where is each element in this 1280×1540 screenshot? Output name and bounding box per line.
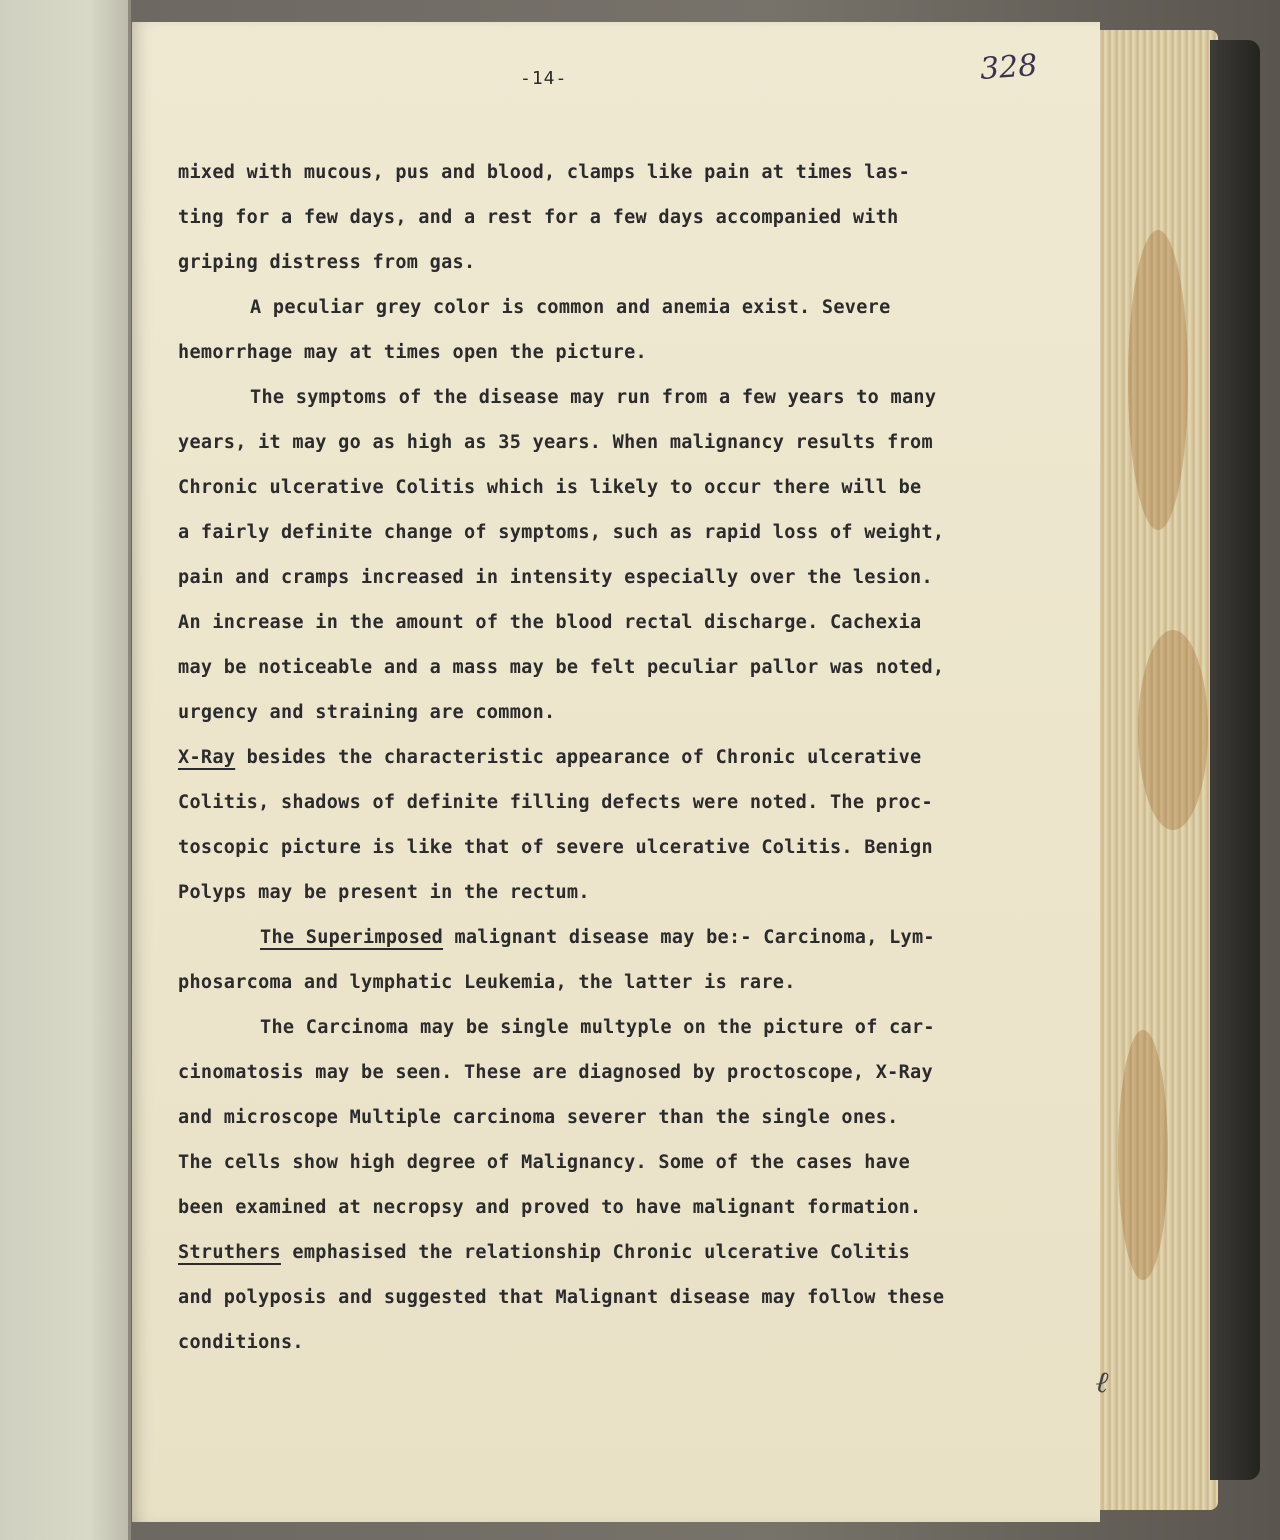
- book-cover-edge: [1210, 40, 1260, 1480]
- text-line: [178, 735, 1078, 780]
- text-line: mixed with mucous, pus and blood, clamps like pain at times las-: [178, 162, 911, 183]
- text-line: toscopic picture is like that of severe ulcerative Colitis. Benign: [178, 837, 933, 858]
- text-line: hemorrhage may at times open the picture.: [178, 342, 647, 363]
- left-facing-page: [0, 0, 131, 1540]
- text-line: Chronic ulcerative Colitis which is likely to occur there will be: [178, 477, 922, 498]
- text-run: emphasised the relationship Chronic ulcerative Colitis: [280, 1242, 911, 1263]
- underlined-heading: X-Ray: [178, 747, 236, 768]
- underlined-heading: Struthers: [178, 1242, 281, 1263]
- page-stack-edge: [1098, 30, 1218, 1510]
- text-line: pain and cramps increased in intensity especially over the lesion.: [178, 567, 933, 588]
- text-line: The symptoms of the disease may run from a few years to many: [250, 387, 937, 408]
- text-line: A peculiar grey color is common and anemia exist. Severe: [250, 297, 891, 318]
- text-line: [178, 1230, 1078, 1275]
- text-line: The Carcinoma may be single multyple on the picture of car-: [260, 1017, 935, 1038]
- text-line: years, it may go as high as 35 years. When malignancy results from: [178, 432, 933, 453]
- text-line: been examined at necropsy and proved to have malignant formation.: [178, 1197, 922, 1218]
- underlined-heading: The Superimposed: [260, 927, 444, 948]
- text-line: Colitis, shadows of definite filling defects were noted. The proc-: [178, 792, 933, 813]
- text-line: An increase in the amount of the blood rectal discharge. Cachexia: [178, 612, 922, 633]
- text-run: malignant disease may be:- Carcinoma, Lym-: [443, 927, 935, 948]
- text-line: conditions.: [178, 1332, 304, 1353]
- text-line: Polyps may be present in the rectum.: [178, 882, 590, 903]
- text-line: The cells show high degree of Malignancy. Some of the cases have: [178, 1152, 911, 1173]
- text-run: besides the characteristic appearance of Chronic ulcerative: [235, 747, 922, 768]
- text-line: a fairly definite change of symptoms, such as rapid loss of weight,: [178, 522, 945, 543]
- text-line: griping distress from gas.: [178, 252, 476, 273]
- text-line: cinomatosis may be seen. These are diagnosed by proctoscope, X-Ray: [178, 1062, 933, 1083]
- typed-body-text: [178, 150, 1078, 1365]
- text-line: may be noticeable and a mass may be felt peculiar pallor was noted,: [178, 657, 945, 678]
- text-line: ting for a few days, and a rest for a few days accompanied with: [178, 207, 899, 228]
- text-line: phosarcoma and lymphatic Leukemia, the latter is rare.: [178, 972, 796, 993]
- text-line: [178, 915, 1078, 960]
- handwritten-margin-mark: ℓ: [1090, 1363, 1114, 1402]
- page-header-number: -14-: [520, 68, 568, 89]
- text-line: and polyposis and suggested that Malignant disease may follow these: [178, 1287, 945, 1308]
- text-line: and microscope Multiple carcinoma severer than the single ones.: [178, 1107, 899, 1128]
- text-line: urgency and straining are common.: [178, 702, 556, 723]
- handwritten-folio-number: 328: [978, 48, 1039, 87]
